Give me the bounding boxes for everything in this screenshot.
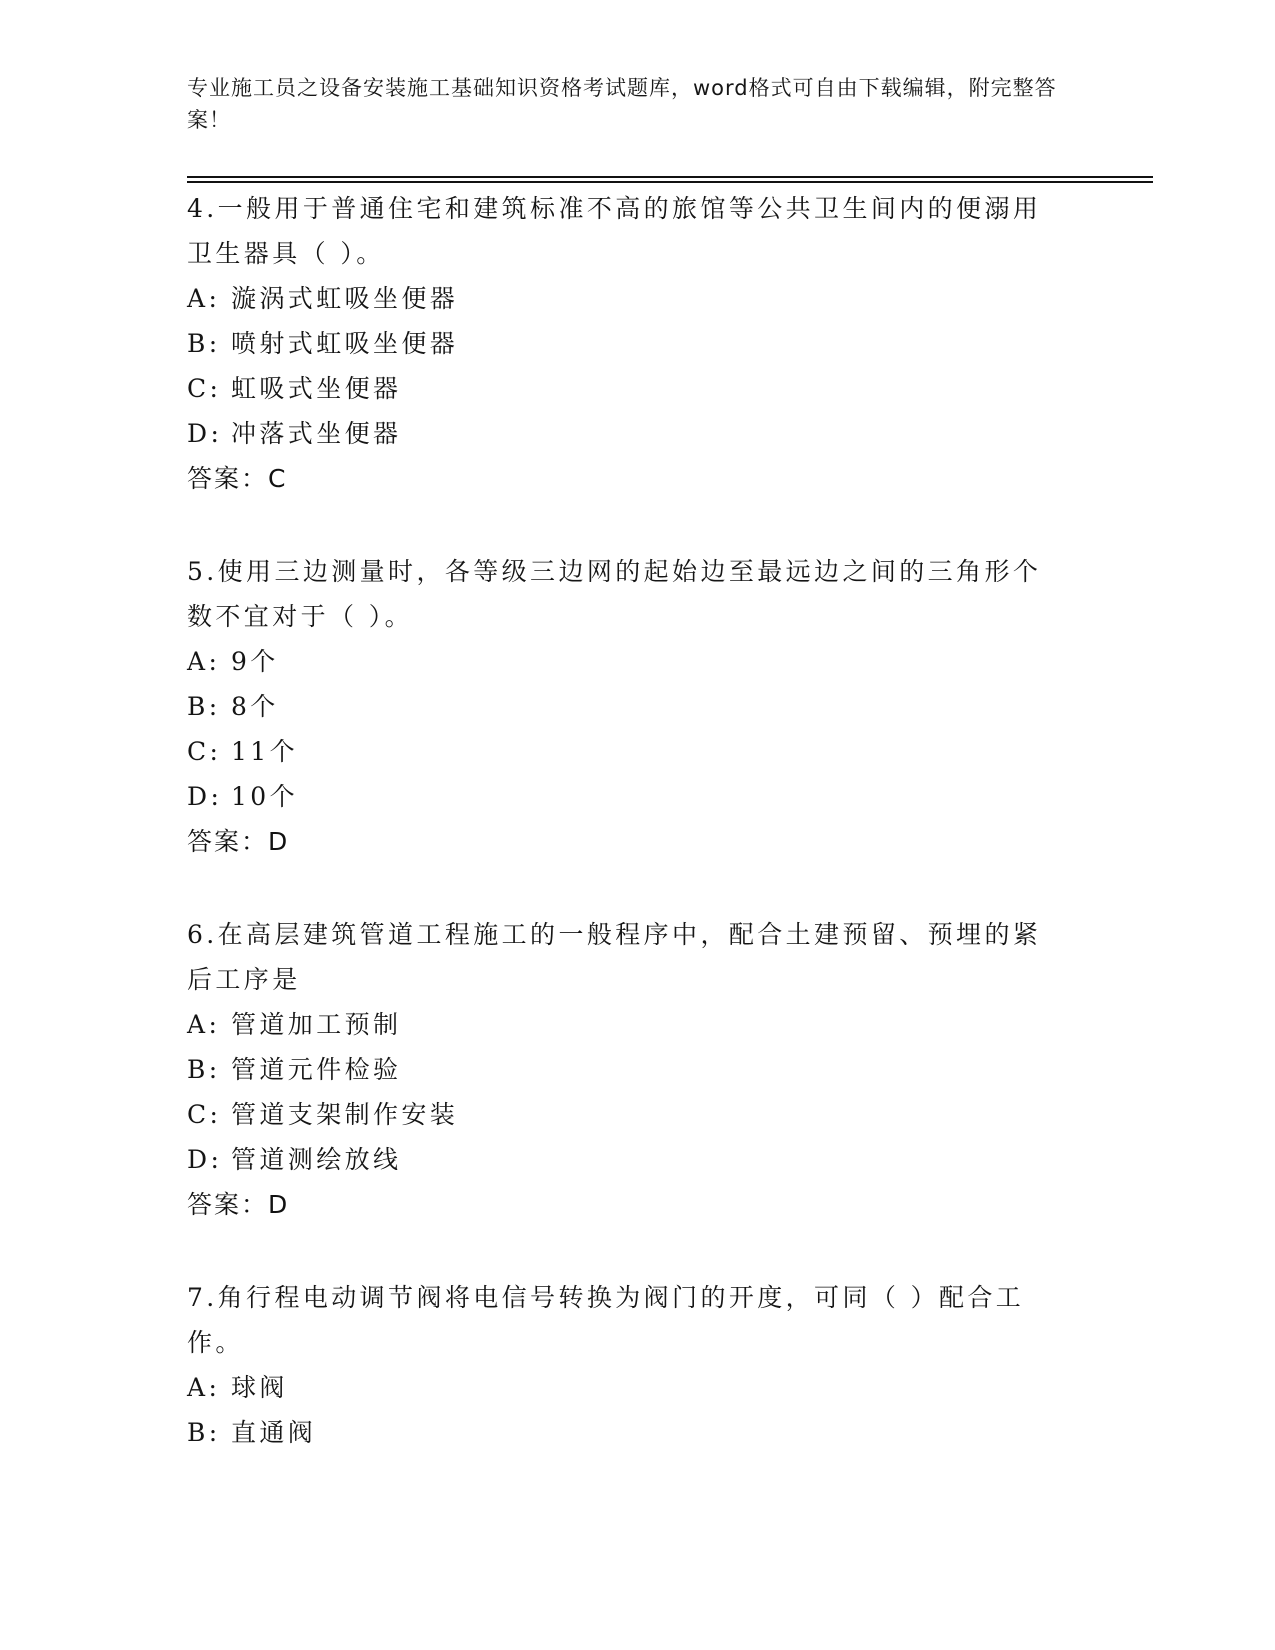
- option-key: D:: [187, 419, 223, 448]
- option-a: [187, 276, 1087, 321]
- question-6: [187, 912, 1087, 1227]
- option-b: [187, 1410, 1087, 1455]
- question-text: 角行程电动调节阀将电信号转换为阀门的开度，可同（ ）配合工作。: [187, 1283, 1025, 1357]
- question-number: 5.: [187, 557, 218, 586]
- option-text: 管道支架制作安装: [231, 1100, 459, 1129]
- question-stem: [187, 186, 1067, 276]
- option-text: 直通阀: [231, 1418, 317, 1447]
- option-key: A:: [187, 647, 221, 676]
- question-text: 使用三边测量时，各等级三边网的起始边至最远边之间的三角形个数不宜对于（ ）。: [187, 557, 1042, 631]
- option-d: [187, 774, 1087, 819]
- question-4: [187, 186, 1087, 501]
- option-c: [187, 1092, 1087, 1137]
- option-text: 10个: [231, 782, 299, 811]
- question-stem: [187, 549, 1067, 639]
- option-key: B:: [187, 692, 221, 721]
- question-5: [187, 549, 1087, 864]
- option-b: [187, 684, 1087, 729]
- option-text: 11个: [231, 737, 299, 766]
- question-number: 4.: [187, 194, 218, 223]
- option-key: A:: [187, 284, 221, 313]
- option-b: [187, 1047, 1087, 1092]
- option-a: [187, 639, 1087, 684]
- header-divider-bottom: [187, 181, 1153, 183]
- option-text: 管道加工预制: [231, 1010, 402, 1039]
- question-7: [187, 1275, 1087, 1455]
- option-text: 管道元件检验: [231, 1055, 402, 1084]
- option-c: [187, 729, 1087, 774]
- option-key: A:: [187, 1010, 221, 1039]
- header-divider-top: [187, 176, 1153, 178]
- option-key: B:: [187, 329, 221, 358]
- option-text: 漩涡式虹吸坐便器: [231, 284, 459, 313]
- option-key: C:: [187, 374, 222, 403]
- option-text: 冲落式坐便器: [231, 419, 402, 448]
- question-list: [187, 186, 1087, 1503]
- answer-value: C: [268, 464, 286, 493]
- answer-line: [187, 819, 1087, 864]
- option-key: D:: [187, 782, 223, 811]
- question-stem: [187, 912, 1067, 1002]
- question-text: 在高层建筑管道工程施工的一般程序中，配合土建预留、预埋的紧后工序是: [187, 920, 1042, 994]
- document-header: 专业施工员之设备安装施工基础知识资格考试题库，word格式可自由下载编辑，附完整答案！: [187, 76, 1057, 132]
- option-text: 喷射式虹吸坐便器: [231, 329, 459, 358]
- option-text: 9个: [231, 647, 279, 676]
- option-a: [187, 1365, 1087, 1410]
- option-text: 虹吸式坐便器: [231, 374, 402, 403]
- answer-label: 答案：: [187, 1190, 269, 1219]
- option-key: C:: [187, 737, 222, 766]
- question-number: 7.: [187, 1283, 218, 1312]
- option-key: B:: [187, 1418, 221, 1447]
- option-key: C:: [187, 1100, 222, 1129]
- option-d: [187, 411, 1087, 456]
- question-text: 一般用于普通住宅和建筑标准不高的旅馆等公共卫生间内的便溺用卫生器具（ ）。: [187, 194, 1042, 268]
- option-d: [187, 1137, 1087, 1182]
- answer-line: [187, 456, 1087, 501]
- question-stem: [187, 1275, 1067, 1365]
- answer-line: [187, 1182, 1087, 1227]
- option-key: D:: [187, 1145, 223, 1174]
- answer-value: D: [268, 827, 288, 856]
- answer-label: 答案：: [187, 464, 269, 493]
- option-text: 管道测绘放线: [231, 1145, 402, 1174]
- answer-value: D: [268, 1190, 288, 1219]
- option-text: 8个: [231, 692, 279, 721]
- option-key: A:: [187, 1373, 221, 1402]
- option-text: 球阀: [231, 1373, 288, 1402]
- question-number: 6.: [187, 920, 218, 949]
- option-a: [187, 1002, 1087, 1047]
- option-c: [187, 366, 1087, 411]
- option-key: B:: [187, 1055, 221, 1084]
- answer-label: 答案：: [187, 827, 269, 856]
- option-b: [187, 321, 1087, 366]
